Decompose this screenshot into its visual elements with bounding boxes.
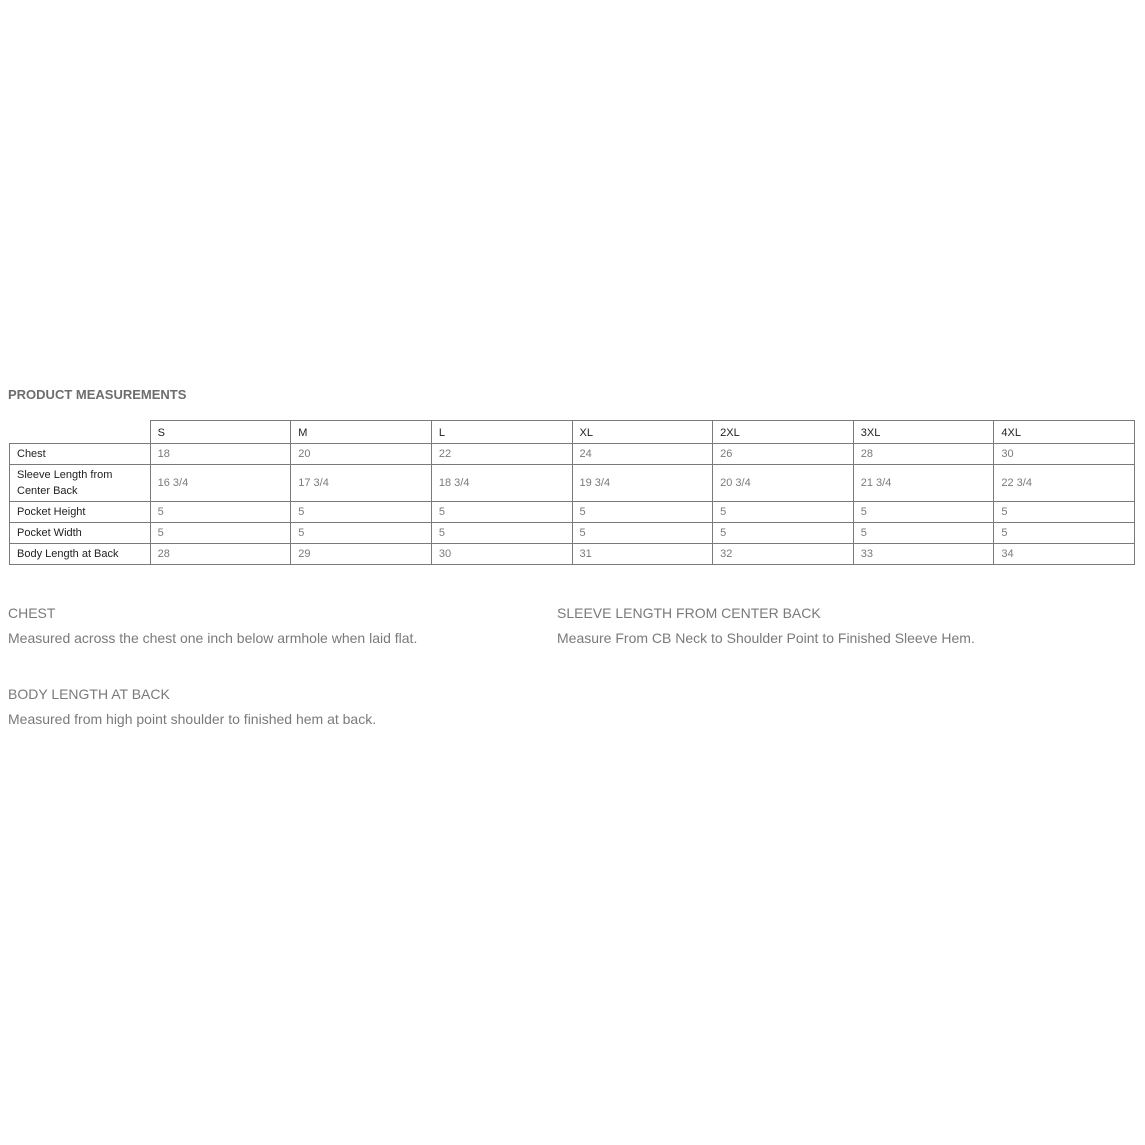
table-cell: 5 bbox=[291, 502, 432, 523]
table-cell: 34 bbox=[994, 544, 1135, 565]
size-header-s: S bbox=[150, 421, 291, 444]
table-cell: 17 3/4 bbox=[291, 465, 432, 502]
size-header-m: M bbox=[291, 421, 432, 444]
size-header-xl: XL bbox=[572, 421, 713, 444]
table-cell: 26 bbox=[713, 444, 854, 465]
table-cell: 22 3/4 bbox=[994, 465, 1135, 502]
chest-text: Measured across the chest one inch below armhole when laid flat. bbox=[8, 630, 418, 646]
table-cell: 20 bbox=[291, 444, 432, 465]
body-length-text: Measured from high point shoulder to finished hem at back. bbox=[8, 711, 377, 727]
size-header-l: L bbox=[431, 421, 572, 444]
table-cell: 5 bbox=[994, 502, 1135, 523]
table-cell: 24 bbox=[572, 444, 713, 465]
body-length-heading: BODY LENGTH AT BACK bbox=[8, 686, 170, 702]
table-cell: 31 bbox=[572, 544, 713, 565]
table-cell: 18 3/4 bbox=[431, 465, 572, 502]
sleeve-description bbox=[557, 604, 975, 647]
size-header-3xl: 3XL bbox=[853, 421, 994, 444]
table-header-row bbox=[10, 421, 1135, 444]
table-cell: 32 bbox=[713, 544, 854, 565]
table-cell: 21 3/4 bbox=[853, 465, 994, 502]
table-cell: 5 bbox=[994, 523, 1135, 544]
table-cell: 5 bbox=[150, 502, 291, 523]
table-cell: 5 bbox=[853, 502, 994, 523]
sleeve-text: Measure From CB Neck to Shoulder Point to Finished Sleeve Hem. bbox=[557, 630, 975, 646]
table-cell: 5 bbox=[572, 502, 713, 523]
table-cell: 5 bbox=[431, 502, 572, 523]
table-cell: 30 bbox=[994, 444, 1135, 465]
table-row bbox=[10, 465, 1135, 502]
table-cell: 5 bbox=[572, 523, 713, 544]
table-cell: 22 bbox=[431, 444, 572, 465]
table-row bbox=[10, 523, 1135, 544]
table-cell: 5 bbox=[713, 502, 854, 523]
table-cell: 5 bbox=[431, 523, 572, 544]
size-header-4xl: 4XL bbox=[994, 421, 1135, 444]
table-cell: 5 bbox=[291, 523, 432, 544]
table-cell: 18 bbox=[150, 444, 291, 465]
table-cell: 29 bbox=[291, 544, 432, 565]
table-cell: 20 3/4 bbox=[713, 465, 854, 502]
row-label-body-length: Body Length at Back bbox=[10, 544, 151, 565]
table-row bbox=[10, 502, 1135, 523]
table-cell: 19 3/4 bbox=[572, 465, 713, 502]
table-row bbox=[10, 544, 1135, 565]
row-label-pocket-width: Pocket Width bbox=[10, 523, 151, 544]
table-cell: 30 bbox=[431, 544, 572, 565]
table-cell: 28 bbox=[853, 444, 994, 465]
body-length-description bbox=[8, 685, 376, 728]
table-cell: 33 bbox=[853, 544, 994, 565]
measurements-table bbox=[9, 420, 1135, 565]
table-row bbox=[10, 444, 1135, 465]
table-cell: 5 bbox=[853, 523, 994, 544]
row-label-chest: Chest bbox=[10, 444, 151, 465]
row-label-pocket-height: Pocket Height bbox=[10, 502, 151, 523]
chest-heading: CHEST bbox=[8, 605, 56, 621]
chest-description bbox=[8, 604, 417, 647]
table-cell: 16 3/4 bbox=[150, 465, 291, 502]
sleeve-heading: SLEEVE LENGTH FROM CENTER BACK bbox=[557, 605, 821, 621]
table-cell: 28 bbox=[150, 544, 291, 565]
table-corner-cell bbox=[10, 421, 151, 444]
table-cell: 5 bbox=[713, 523, 854, 544]
row-label-sleeve-length: Sleeve Length from Center Back bbox=[10, 465, 151, 502]
size-header-2xl: 2XL bbox=[713, 421, 854, 444]
table-cell: 5 bbox=[150, 523, 291, 544]
page-title: PRODUCT MEASUREMENTS bbox=[8, 387, 187, 402]
